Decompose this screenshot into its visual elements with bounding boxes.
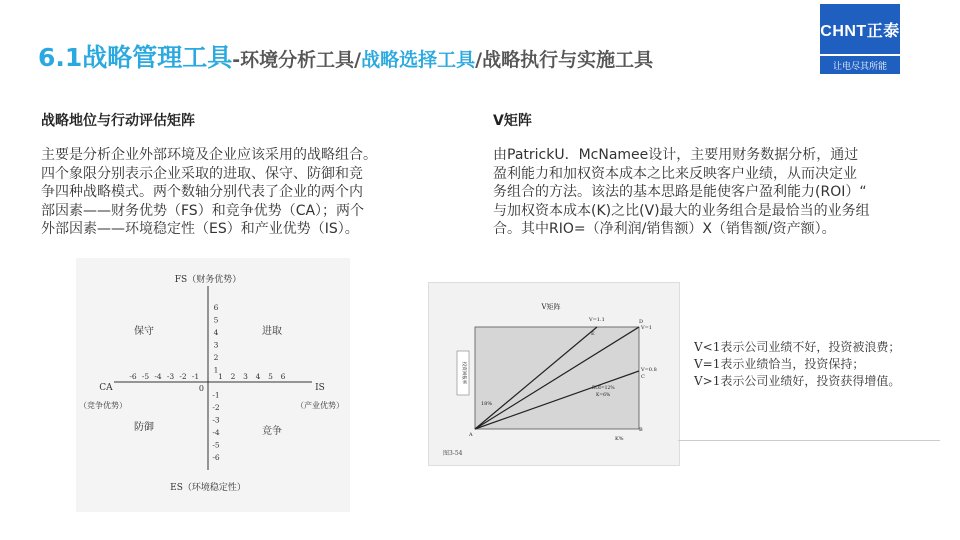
v-matrix-notes	[694, 339, 900, 390]
y-tick-label: -3	[212, 415, 220, 425]
is-axis-label: IS	[315, 383, 325, 393]
v-matrix-title: V矩阵	[541, 303, 561, 311]
title-rest: /战略执行与实施工具	[475, 49, 654, 71]
v-matrix-figure	[428, 282, 680, 466]
es-axis-label: ES（环境稳定性）	[170, 483, 246, 493]
label-v08: V=0.8	[641, 367, 657, 373]
left-heading: 战略地位与行动评估矩阵	[41, 113, 195, 129]
logo-slogan: 让电尽其所能	[820, 56, 900, 74]
title-highlight: 战略选择工具	[361, 49, 476, 71]
is-axis-sublabel: （产业优势）	[296, 401, 344, 410]
x-tick-label: 1	[218, 372, 223, 381]
space-matrix-figure	[76, 258, 350, 512]
label-v1: V=1	[641, 325, 652, 331]
x-tick-label: 3	[243, 372, 248, 381]
y-tick-label: 2	[213, 353, 219, 362]
left-line: 部因素——财务优势（FS）和竞争优势（CA）；两个	[41, 202, 365, 219]
y-tick-label: -1	[212, 390, 220, 400]
quadrant-aggressive: 进取	[262, 326, 282, 337]
title-separator: -环境分析工具/	[232, 49, 362, 71]
x-tick-label: -6	[129, 372, 137, 381]
note-line: V<1表示公司业绩不好，投资被浪费；	[694, 340, 901, 354]
point-d: D	[639, 319, 644, 325]
v-matrix-svg	[429, 283, 679, 465]
brand-logo	[820, 4, 900, 72]
y-tick-label: 5	[213, 315, 219, 325]
y-tick-label: 1	[213, 365, 219, 375]
right-line: 盈利能力和加权资本成本之比来反映客户业绩，从而决定业	[493, 165, 857, 182]
label-v11: V=1.1	[589, 317, 605, 323]
y-tick-label: -2	[212, 403, 220, 412]
y-tick-label: 4	[213, 328, 219, 337]
quadrant-defensive: 防御	[134, 422, 154, 433]
y-tick-label: 6	[213, 303, 219, 312]
page-title	[38, 38, 653, 74]
pct-label: 18%	[481, 401, 493, 407]
x-tick-label: 2	[230, 372, 236, 381]
quadrant-competitive: 竞争	[262, 426, 282, 437]
x-tick-label: 4	[255, 372, 261, 381]
origin-label: 0	[198, 384, 204, 393]
note-line: V=1表示业绩恰当，投资保持；	[694, 357, 865, 371]
right-heading: V矩阵	[493, 113, 532, 129]
point-a: A	[469, 432, 473, 438]
title-main: 6.1战略管理工具	[38, 43, 233, 72]
y-tick-label: -4	[212, 428, 220, 437]
x-tick-label: -3	[166, 372, 175, 381]
logo-brand: CHNT正泰	[820, 4, 900, 54]
x-tick-label: 6	[280, 372, 286, 381]
note-line: V>1表示公司业绩好，投资获得增值。	[694, 374, 901, 388]
left-line: 四个象限分别表示企业采取的进取、保守、防御和竞	[41, 165, 363, 182]
figure-caption: 图3-54	[443, 450, 463, 457]
x-tick-label: -4	[154, 372, 162, 381]
right-line: 与加权资本成本(K)之比(V)最大的业务组合是最恰当的业务组	[493, 202, 870, 219]
side-label: 投资回报率	[461, 361, 466, 385]
left-line: 争四种战略模式。两个数轴分别代表了企业的两个内	[41, 184, 363, 200]
right-line: 由PatrickU．McNamee设计，主要用财务数据分析，通过	[493, 147, 859, 163]
ca-axis-label: CA	[99, 383, 113, 393]
divider	[678, 440, 940, 441]
x-tick-label: -5	[141, 372, 150, 381]
left-line: 主要是分析企业外部环境及企业应该采用的战略组合。	[41, 147, 377, 163]
x-tick-label: -2	[179, 372, 187, 381]
k-note: K=6%	[596, 393, 611, 398]
point-b: B	[639, 427, 643, 433]
k-axis-label: K%	[615, 436, 624, 442]
ca-axis-sublabel: （竞争优势）	[79, 401, 127, 410]
y-tick-label: -5	[212, 440, 220, 450]
right-paragraph	[493, 146, 870, 239]
x-tick-label: -1	[191, 372, 200, 381]
point-e: E	[591, 331, 595, 337]
fs-axis-label: FS（财务优势）	[174, 275, 242, 285]
left-paragraph	[41, 146, 377, 239]
y-tick-label: 3	[213, 340, 219, 350]
right-line: 务组合的方法。该法的基本思路是能使客户盈利能力(ROI）“	[493, 184, 867, 200]
left-line: 外部因素——环境稳定性（ES）和产业优势（IS）。	[41, 221, 359, 237]
x-tick-label: 5	[268, 372, 273, 381]
quadrant-conservative: 保守	[134, 326, 154, 337]
roi-note: ROI=12%	[592, 386, 615, 391]
y-tick-label: -6	[212, 453, 220, 462]
point-c: C	[641, 374, 645, 380]
space-matrix-svg	[76, 258, 350, 512]
right-line: 合。其中RIO=（净利润/销售额）X（销售额/资产额）。	[493, 221, 836, 237]
